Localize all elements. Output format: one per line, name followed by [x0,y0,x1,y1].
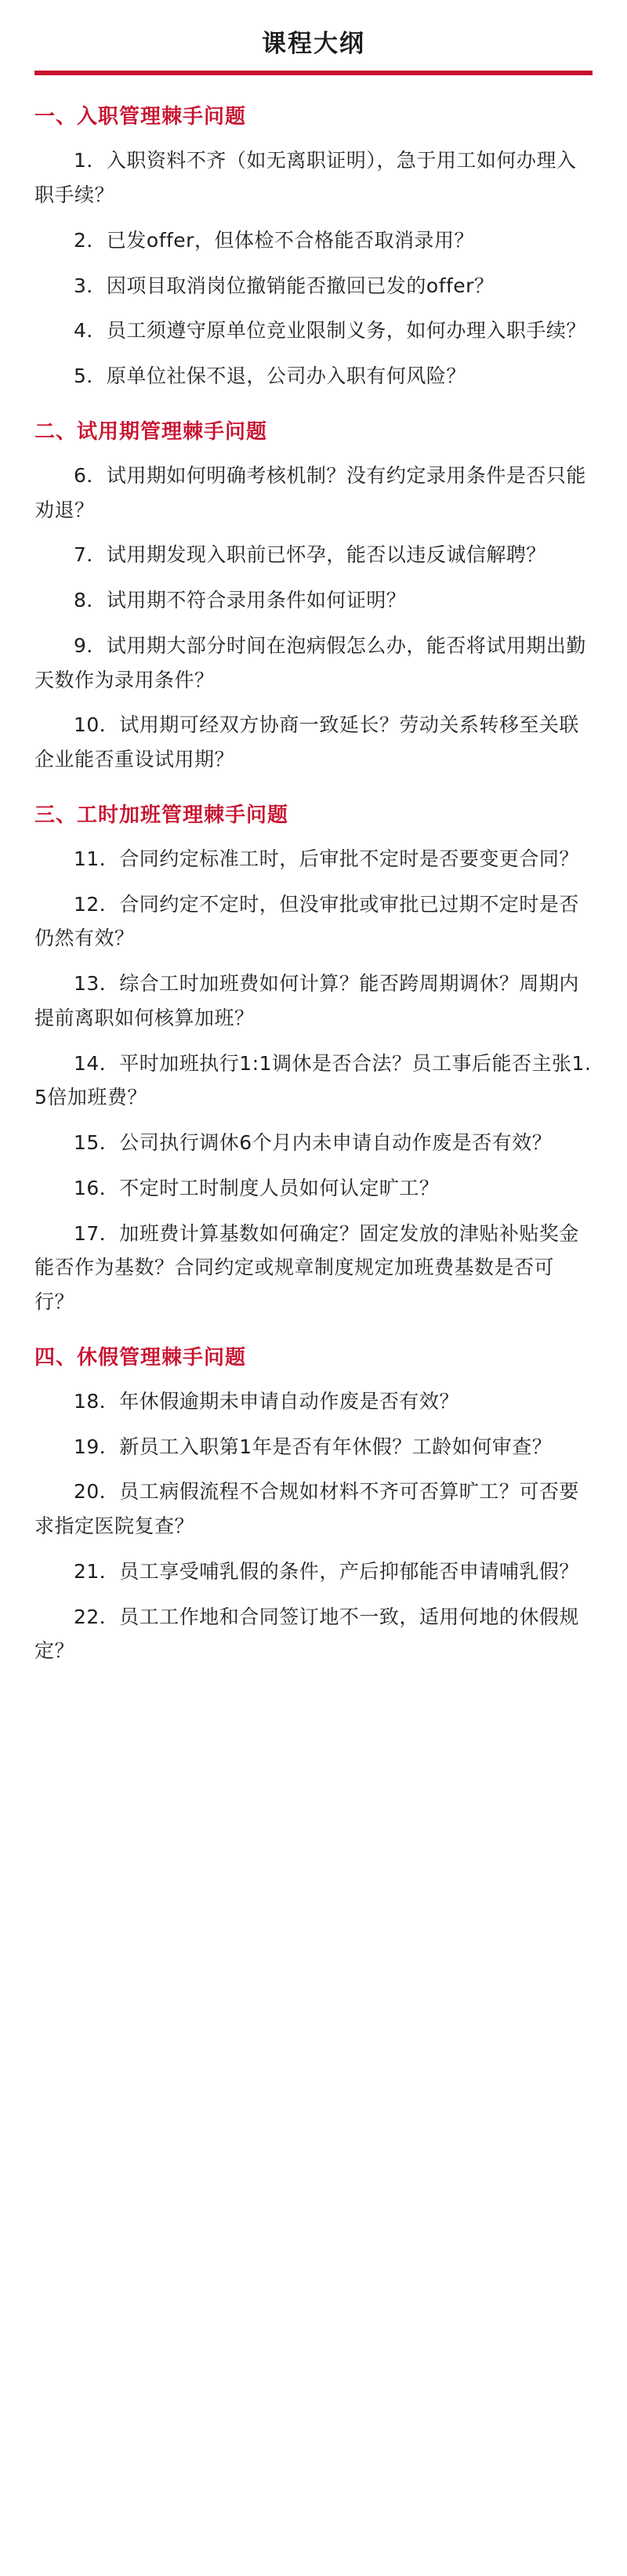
list-item: 22．员工工作地和合同签订地不一致，适用何地的休假规定？ [34,1605,579,1663]
section-leave [34,1343,593,1668]
list-item: 4．员工须遵守原单位竞业限制义务，如何办理入职手续？ [74,319,586,343]
section-heading: 二、试用期管理棘手问题 [34,419,268,444]
list-item: 15．公司执行调休6个月内未申请自动作废是否有效？ [74,1131,553,1155]
section-working-hours [34,800,593,1319]
list-item: 19．新员工入职第1年是否有年休假？工龄如何审查？ [74,1435,553,1458]
list-item: 12．合同约定不定时，但没审批或审批已过期不定时是否仍然有效？ [34,892,579,950]
section-heading: 一、入职管理棘手问题 [34,105,247,129]
section-heading: 三、工时加班管理棘手问题 [34,803,289,827]
list-item: 6．试用期如何明确考核机制？没有约定录用条件是否只能劝退？ [34,463,586,521]
list-item: 13．综合工时加班费如何计算？能否跨周期调休？周期内提前离职如何核算加班？ [34,972,579,1029]
title-divider [34,71,593,75]
list-item: 1．入职资料不齐（如无离职证明），急于用工如何办理入职手续？ [34,149,577,207]
list-item: 14．平时加班执行1:1调休是否合法？员工事后能否主张1.5倍加班费？ [34,1051,592,1109]
list-item: 20．员工病假流程不合规如材料不齐可否算旷工？可否要求指定医院复查？ [34,1480,579,1538]
list-item: 21．员工享受哺乳假的条件，产后抑郁能否申请哺乳假？ [74,1559,579,1583]
list-item: 10．试用期可经双方协商一致延长？劳动关系转移至关联企业能否重设试用期？ [34,713,579,771]
list-item: 17．加班费计算基数如何确定？固定发放的津贴补贴奖金能否作为基数？合同约定或规章制度规定加班费基数是否可行？ [34,1221,579,1314]
list-item: 5．原单位社保不退，公司办入职有何风险？ [74,365,466,388]
section-heading: 四、休假管理棘手问题 [34,1345,247,1370]
list-item: 3．因项目取消岗位撤销能否撤回已发的offer？ [74,274,495,297]
list-item: 18．年休假逾期未申请自动作废是否有效？ [74,1389,459,1413]
list-item: 8．试用期不符合录用条件如何证明？ [74,589,407,612]
section-probation [34,417,593,777]
list-item: 16．不定时工时制度人员如何认定旷工？ [74,1176,440,1199]
section-onboarding [34,102,593,394]
list-item: 9．试用期大部分时间在泡病假怎么办，能否将试用期出勤天数作为录用条件？ [34,633,586,691]
page-title: 课程大纲 [262,30,365,58]
list-item: 7．试用期发现入职前已怀孕，能否以违反诚信解聘？ [74,543,546,567]
list-item: 11．合同约定标准工时，后审批不定时是否要变更合同？ [74,847,579,870]
list-item: 2．已发offer，但体检不合格能否取消录用？ [74,228,474,252]
